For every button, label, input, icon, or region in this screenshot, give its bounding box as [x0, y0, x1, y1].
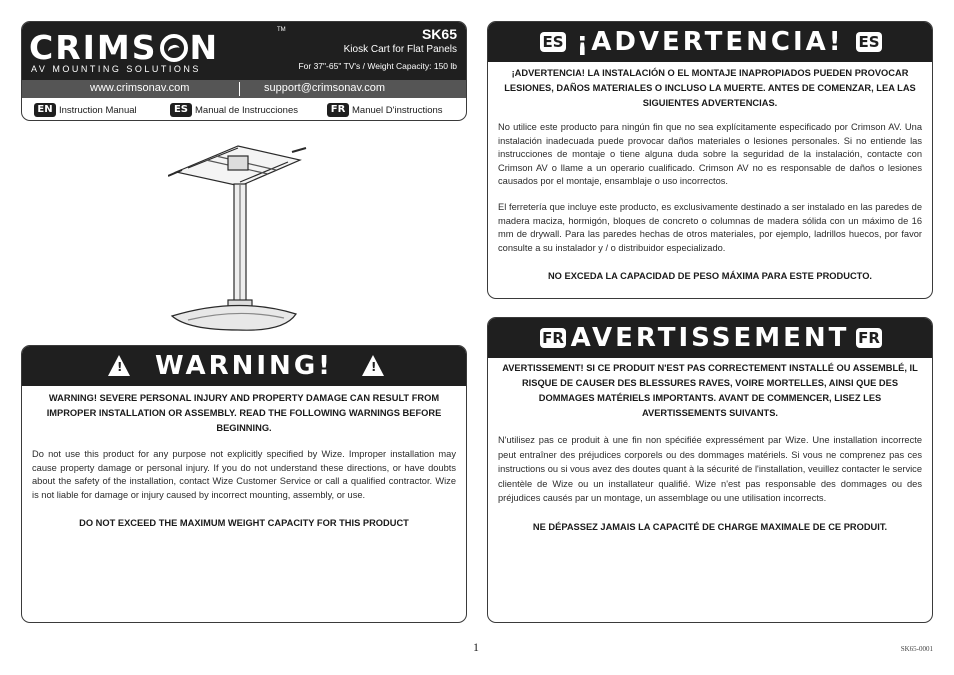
- brand-logo: CRIMS N: [29, 28, 220, 67]
- advertencia-body-2: El ferretería que incluye este producto, es exclusivamente destinado a ser instalado en las paredes de madera maciza, hormigón, bloques de concreto o columnas de madera sólida con un máximo de 16 mm de drywall. Para las paredes hechas de otros materiales, por ejemplo, ladrillos huecos, por favor consulte a su instalador y / o distribuidor especializado.: [498, 201, 922, 253]
- language-label-fr: Manuel D'instructions: [352, 104, 443, 116]
- language-badge-fr: FR: [856, 328, 882, 348]
- language-row: [22, 98, 466, 121]
- language-badge-es: ES: [170, 103, 192, 117]
- advertencia-content: [488, 66, 932, 283]
- page-number: 1: [473, 640, 479, 654]
- avertissement-content: [488, 361, 932, 534]
- warning-lead: WARNING! SEVERE PERSONAL INJURY AND PROPERTY DAMAGE CAN RESULT FROM IMPROPER INSTALLATION OR ASSEMBLY. READ THE FOLLOWING WARNINGS BEFORE BEGINNING.: [46, 393, 442, 433]
- warning-card-en: [21, 345, 467, 623]
- product-subtitle: Kiosk Cart for Flat Panels: [343, 44, 457, 55]
- language-badge-es: ES: [540, 32, 566, 52]
- language-fr: [327, 103, 443, 117]
- language-badge-en: EN: [34, 103, 56, 117]
- advertencia-lead: ¡ADVERTENCIA! LA INSTALACIÓN O EL MONTAJE INAPROPIADOS PUEDEN PROVOCAR LESIONES, DAÑOS MATERIALES O INCLUSO LA MUERTE. ANTES DE COMENZAR, LEA LAS SIGUIENTES ADVERTENCIAS.: [504, 68, 916, 108]
- contact-bar: [22, 80, 466, 98]
- avertissement-body: N'utilisez pas ce produit à une fin non spécifiée expressément par Wize. Une installation incorrecte peut entraîner des préjudices corporels ou des dommages matériels. Si vous ne comprenez pas ces instructions ou si vous avez des doutes quant à la sécurité de l'installation, veuillez contacter le service clientèle de Wize ou un installateur qualifié. Wize n'est pas responsable des dommages ou des préjudices causés par un montage, un assemblage ou une utilisation incorrects.: [498, 435, 922, 503]
- language-en: [34, 103, 137, 117]
- avertissement-title-bar: [488, 318, 932, 358]
- warning-body: Do not use this product for any purpose not explicitly specified by Wize. Improper installation may cause property damage or personal injury. If you do not understand these directions, or have doubts about the safety of the installation, contact Wize Customer Service or call a qualified contractor. Wize is not liable for damage or injury caused by incorrect mounting, assembly, or use.: [32, 449, 456, 500]
- brand-tagline: AV MOUNTING SOLUTIONS: [31, 64, 201, 74]
- warning-title-bar: [22, 346, 466, 386]
- avertissement-lead: AVERTISSEMENT! SI CE PRODUIT N'EST PAS CORRECTEMENT INSTALLÉ OU ASSEMBLÉ, IL RISQUE DE CAUSER DES BLESSURES RAVES, VOIRE MORTELLES, AINSI QUE DES DOMMAGES MATÉRIELS IMPORTANTS. AVANT DE COMMENCER, LISEZ LES AVERTISSEMENTS SUIVANTS.: [502, 363, 918, 418]
- avertissement-title: AVERTISSEMENT: [570, 323, 850, 353]
- warning-content: [22, 391, 466, 530]
- brand-bar: [22, 22, 466, 80]
- warning-notice: DO NOT EXCEED THE MAXIMUM WEIGHT CAPACITY FOR THIS PRODUCT: [79, 518, 409, 529]
- language-badge-fr: FR: [327, 103, 349, 117]
- website-link[interactable]: www.crimsonav.com: [90, 82, 190, 94]
- warning-card-es: [487, 21, 933, 299]
- language-label-es: Manual de Instrucciones: [195, 104, 298, 116]
- language-badge-es: ES: [856, 32, 882, 52]
- avertissement-notice: NE DÉPASSEZ JAMAIS LA CAPACITÉ DE CHARGE MAXIMALE DE CE PRODUIT.: [532, 521, 888, 532]
- model-number: SK65: [421, 26, 457, 42]
- advertencia-notice: NO EXCEDA LA CAPACIDAD DE PESO MÁXIMA PARA ESTE PRODUCTO.: [547, 271, 873, 282]
- warning-triangle-icon: !: [362, 355, 384, 376]
- support-email-link[interactable]: support@crimsonav.com: [264, 82, 385, 94]
- advertencia-body-1: No utilice este producto para ningún fin que no sea explícitamente especificado por Crimson AV. Una instalación inadecuada puede provocar daños materiales o lesiones personales. Si no entiende las instrucciones de montaje o tiene alguna duda sobre la seguridad de la instalación, contacte con Crimson AV o llame a un operario cualificado. Crimson AV no es responsable de daños o lesiones causados por el montaje, ensamblaje o uso incorrectos.: [498, 122, 922, 187]
- trademark-mark: TM: [277, 27, 286, 33]
- advertencia-title-bar: [488, 22, 932, 62]
- warning-card-fr: [487, 317, 933, 623]
- language-badge-fr: FR: [540, 328, 566, 348]
- advertencia-title: ¡ADVERTENCIA!: [576, 27, 844, 57]
- language-label-en: Instruction Manual: [59, 104, 137, 116]
- kiosk-cart-illustration: [168, 140, 308, 340]
- warning-title: WARNING!: [154, 351, 334, 381]
- header-card: [21, 21, 467, 121]
- language-es: [170, 103, 298, 117]
- document-code: SK65-0001: [900, 645, 933, 653]
- logo-o-icon: [160, 34, 188, 62]
- warning-triangle-icon: !: [108, 355, 130, 376]
- product-capacity: For 37"-65" TV's / Weight Capacity: 150 lb: [298, 61, 457, 71]
- contact-divider: [239, 82, 240, 96]
